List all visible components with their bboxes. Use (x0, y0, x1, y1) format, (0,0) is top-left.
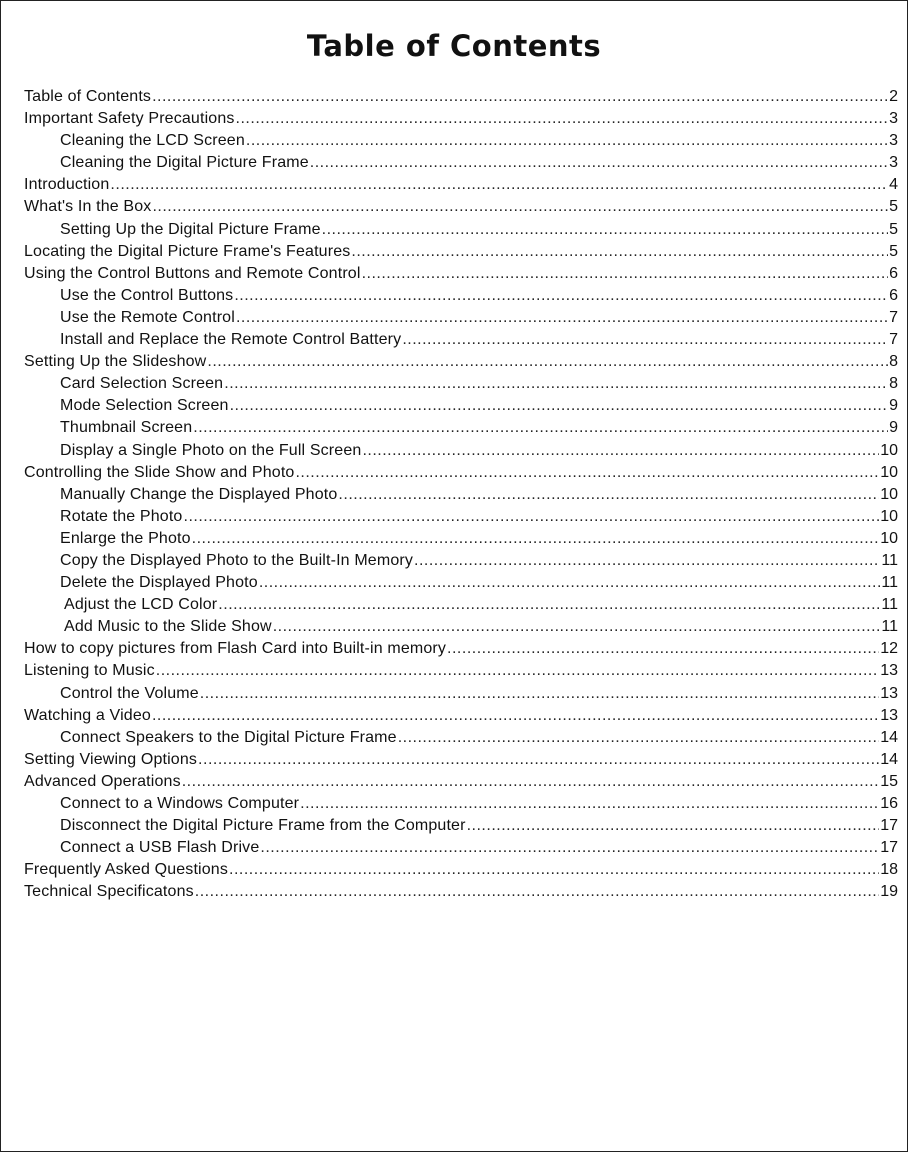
toc-entry-title: Using the Control Buttons and Remote Control (24, 264, 361, 282)
toc-leader-dots (234, 285, 888, 307)
toc-leader-dots (260, 837, 879, 859)
toc-leader-dots (224, 373, 888, 395)
toc-entry-page: 14 (880, 728, 898, 746)
toc-entry-page: 5 (889, 242, 898, 260)
toc-entry-page: 7 (889, 331, 898, 349)
toc-entry-page: 8 (889, 375, 898, 393)
toc-entry[interactable] (24, 881, 898, 903)
toc-leader-dots (152, 196, 888, 218)
toc-entry-page: 10 (880, 485, 898, 503)
toc-leader-dots (230, 395, 889, 417)
toc-entry-title: Thumbnail Screen (60, 419, 193, 437)
toc-entry-title: Setting Viewing Options (24, 750, 198, 768)
toc-entry-page: 6 (889, 286, 898, 304)
toc-entry-page: 17 (880, 839, 898, 857)
toc-entry-page: 9 (889, 419, 898, 437)
toc-leader-dots (236, 307, 888, 329)
toc-entry-page: 17 (880, 817, 898, 835)
toc-entry-page: 11 (881, 574, 898, 592)
toc-entry[interactable] (24, 815, 898, 837)
toc-entry-page: 12 (880, 640, 898, 658)
toc-entry[interactable] (24, 506, 898, 528)
toc-entry-title: Disconnect the Digital Picture Frame from the Computer (60, 817, 466, 835)
toc-leader-dots (362, 263, 889, 285)
toc-entry[interactable] (24, 660, 898, 682)
toc-entry[interactable] (24, 241, 898, 263)
toc-leader-dots (338, 484, 879, 506)
toc-entry-page: 5 (889, 220, 898, 238)
toc-entry-page: 4 (889, 176, 898, 194)
toc-entry-title: Advanced Operations (24, 772, 181, 790)
toc-entry-title: Cleaning the Digital Picture Frame (60, 154, 309, 172)
toc-entry-title: Table of Contents (24, 88, 152, 105)
toc-entry-title: What's In the Box (24, 198, 152, 216)
toc-entry-title: Connect a USB Flash Drive (60, 839, 260, 857)
toc-leader-dots (362, 440, 879, 462)
toc-entry-title: Setting Up the Digital Picture Frame (60, 220, 321, 238)
toc-entry[interactable] (24, 572, 898, 594)
toc-entry-page: 14 (880, 750, 898, 768)
toc-entry-title: Card Selection Screen (60, 375, 224, 393)
toc-leader-dots (156, 660, 879, 682)
toc-entry-title: Controlling the Slide Show and Photo (24, 463, 295, 481)
toc-entry-title: Mode Selection Screen (60, 397, 229, 415)
toc-entry[interactable] (24, 285, 898, 307)
toc-entry-page: 18 (880, 861, 898, 879)
toc-entry-page: 11 (881, 596, 898, 614)
toc-entry-title: Frequently Asked Questions (24, 861, 229, 879)
toc-entry[interactable] (24, 263, 898, 285)
toc-entry[interactable] (24, 219, 898, 241)
toc-leader-dots (200, 683, 879, 705)
toc-leader-dots (218, 594, 880, 616)
toc-entry[interactable] (24, 727, 898, 749)
toc-leader-dots (310, 152, 888, 174)
toc-entry-page: 6 (889, 264, 898, 282)
toc-entry-title: Setting Up the Slideshow (24, 353, 207, 371)
toc-entry-title: Display a Single Photo on the Full Screen (60, 441, 362, 459)
toc-leader-dots (295, 462, 879, 484)
toc-leader-dots (110, 174, 888, 196)
toc-entry-title: Rotate the Photo (60, 507, 183, 525)
toc-leader-dots (447, 638, 879, 660)
toc-leader-dots (184, 506, 880, 528)
toc-entry-title: Connect to a Windows Computer (60, 795, 300, 812)
toc-entry[interactable] (24, 86, 898, 108)
toc-entry-page: 13 (880, 662, 898, 680)
toc-entry[interactable] (24, 793, 898, 815)
toc-leader-dots (152, 705, 879, 727)
toc-leader-dots (152, 86, 888, 108)
toc-entry[interactable] (24, 528, 898, 550)
toc-entry[interactable] (24, 329, 898, 351)
toc-entry[interactable] (24, 705, 898, 727)
toc-entry-page: 2 (889, 88, 898, 105)
toc-entry-page: 5 (889, 198, 898, 216)
toc-entry-title: Technical Specificatons (24, 883, 194, 901)
toc-entry[interactable] (24, 484, 898, 506)
toc-entry-title: Adjust the LCD Color (64, 596, 218, 614)
toc-entry[interactable] (24, 395, 898, 417)
toc-entry[interactable] (24, 771, 898, 793)
toc-entry[interactable] (24, 594, 898, 616)
toc-entry[interactable] (24, 462, 898, 484)
toc-entry-title: How to copy pictures from Flash Card into Built-in memory (24, 640, 447, 658)
toc-entry-page: 7 (889, 308, 898, 326)
toc-entry-page: 11 (881, 551, 898, 569)
toc-leader-dots (273, 616, 881, 638)
toc-entry[interactable] (24, 196, 898, 218)
toc-entry-page: 3 (889, 132, 898, 150)
toc-entry-title: Locating the Digital Picture Frame's Features (24, 242, 351, 260)
toc-leader-dots (322, 219, 888, 241)
toc-entry-page: 10 (880, 529, 898, 547)
toc-entry-page: 19 (880, 883, 898, 901)
toc-leader-dots (246, 130, 888, 152)
toc-entry[interactable] (24, 616, 898, 638)
toc-entry-title: Use the Control Buttons (60, 286, 234, 304)
toc-entry[interactable] (24, 550, 898, 572)
toc-leader-dots (192, 528, 880, 550)
toc-entry-title: Control the Volume (60, 684, 199, 702)
toc-leader-dots (351, 241, 888, 263)
toc-leader-dots (195, 881, 879, 903)
toc-entry[interactable] (24, 152, 898, 174)
toc-entry[interactable] (24, 108, 898, 130)
toc-entry-title: Listening to Music (24, 662, 155, 680)
toc-entry[interactable] (24, 130, 898, 152)
toc-entry[interactable] (24, 174, 898, 196)
toc-leader-dots (467, 815, 880, 837)
toc-entry-title: Copy the Displayed Photo to the Built-In Memory (60, 551, 413, 569)
toc-entry-page: 9 (889, 397, 898, 415)
toc-entry[interactable] (24, 440, 898, 462)
toc-entry-title: Use the Remote Control (60, 308, 235, 326)
toc-entry[interactable] (24, 749, 898, 771)
toc-leader-dots (236, 108, 889, 130)
toc-entry-title: Cleaning the LCD Screen (60, 132, 245, 150)
toc-leader-dots (229, 859, 879, 881)
toc-leader-dots (402, 329, 888, 351)
toc-entry-page: 13 (880, 684, 898, 702)
toc-leader-dots (398, 727, 880, 749)
toc-entry-page: 10 (880, 441, 898, 459)
toc-entry-title: Enlarge the Photo (60, 529, 191, 547)
toc-entry-page: 16 (880, 795, 898, 812)
toc-entry[interactable] (24, 373, 898, 395)
toc-entry-page: 10 (880, 507, 898, 525)
toc-entry-page: 10 (880, 463, 898, 481)
toc-leader-dots (207, 351, 888, 373)
toc-entry-page: 15 (880, 772, 898, 790)
toc-leader-dots (414, 550, 880, 572)
toc-entry[interactable] (24, 837, 898, 859)
toc-entry-page: 3 (889, 154, 898, 172)
toc-leader-dots (182, 771, 879, 793)
toc-entry-title: Introduction (24, 176, 110, 194)
toc-entry-page: 13 (880, 706, 898, 724)
toc-entry-title: Important Safety Precautions (24, 110, 235, 128)
toc-list (24, 86, 898, 903)
toc-leader-dots (193, 417, 888, 439)
toc-entry[interactable] (24, 351, 898, 373)
toc-leader-dots (300, 793, 879, 815)
toc-entry-title: Watching a Video (24, 706, 151, 724)
toc-entry-title: Connect Speakers to the Digital Picture Frame (60, 728, 397, 746)
toc-entry[interactable] (24, 859, 898, 881)
toc-entry-title: Delete the Displayed Photo (60, 574, 258, 592)
page-title: Table of Contents (306, 29, 602, 63)
toc-entry-title: Install and Replace the Remote Control Battery (60, 331, 402, 349)
toc-entry[interactable] (24, 307, 898, 329)
toc-entry-page: 11 (881, 618, 898, 636)
toc-entry-title: Add Music to the Slide Show (64, 618, 272, 636)
toc-entry-title: Manually Change the Displayed Photo (60, 485, 338, 503)
toc-entry[interactable] (24, 417, 898, 439)
toc-leader-dots (198, 749, 879, 771)
toc-entry[interactable] (24, 683, 898, 705)
toc-entry-page: 8 (889, 353, 898, 371)
toc-leader-dots (259, 572, 881, 594)
toc-entry[interactable] (24, 638, 898, 660)
toc-entry-page: 3 (889, 110, 898, 128)
